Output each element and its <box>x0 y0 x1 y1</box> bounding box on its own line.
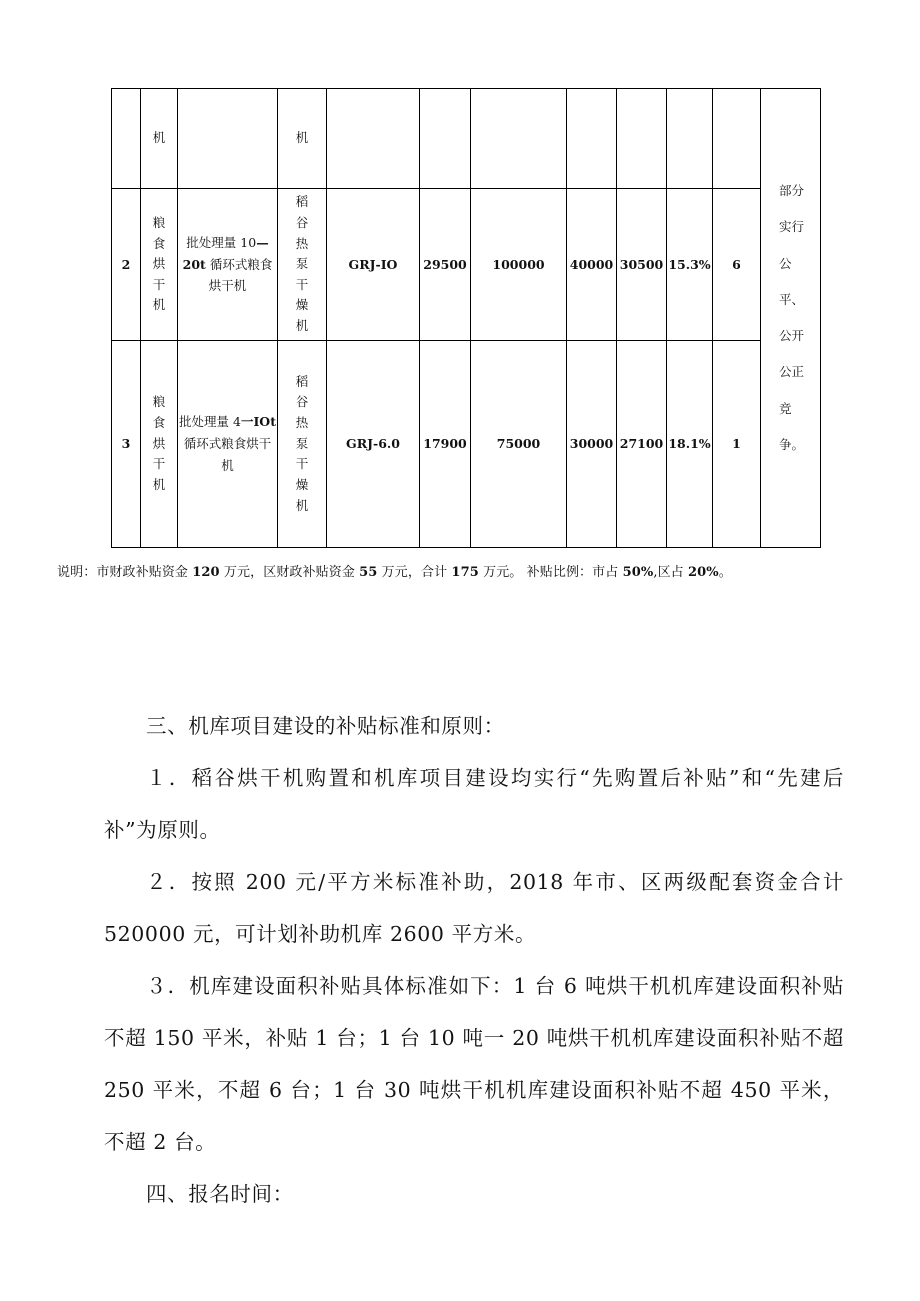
footnote-label: 说明： <box>57 565 97 580</box>
cell-kind <box>278 341 327 548</box>
spec-prefix: 批处理量 10 <box>186 234 257 250</box>
cell-percent: 18.1% <box>667 341 713 548</box>
cell-text: 粮食烘干机 <box>152 394 166 492</box>
section-4-heading: 四、报名时间： <box>146 1182 294 1206</box>
footnote-district-ratio: 20% <box>688 565 719 580</box>
footnote-sep: , <box>653 565 658 580</box>
cell-index: 3 <box>112 341 141 548</box>
cell-text: 机 <box>295 130 309 146</box>
table-row <box>112 189 821 341</box>
cell-percent: 15.3% <box>667 189 713 341</box>
cell-value3: 40000 <box>567 189 617 341</box>
footnote-total-amount: 175 <box>451 565 479 580</box>
cell-qty <box>713 89 761 189</box>
list-item-2: ２．按照 200 元/平方米标准补助，2018 年市、区两级配套资金合计 520000 元，可计划补助机库 2600 平方米。 <box>104 870 844 946</box>
note-body: 实行公平、公开公正竞争。 <box>779 219 805 452</box>
spec-suffix: 循环式粮食烘干机 <box>183 436 272 473</box>
cell-kind <box>278 189 327 341</box>
cell-value1 <box>420 89 471 189</box>
footnote-t3: 万元，合计 <box>377 565 452 580</box>
footnote-t1: 市财政补贴资金 <box>96 565 193 580</box>
footnote-t5: 市占 <box>592 565 623 580</box>
table-footnote <box>57 561 867 580</box>
footnote-t6: 区占 <box>657 565 689 580</box>
cell-value3: 30000 <box>567 341 617 548</box>
cell-kind <box>278 89 327 189</box>
cell-qty: 1 <box>713 341 761 548</box>
cell-value1: 17900 <box>420 341 471 548</box>
cell-percent <box>667 89 713 189</box>
subsidy-table-container <box>111 88 820 548</box>
cell-value4 <box>617 89 667 189</box>
spec-mid: —20t <box>182 234 269 272</box>
cell-spec <box>178 89 278 189</box>
note-fragment: 部分 <box>779 183 805 198</box>
cell-model <box>327 89 420 189</box>
cell-machine-name <box>141 189 178 341</box>
cell-text: 稻谷热泵干燥机 <box>295 194 309 334</box>
spec-suffix: 循环式粮食烘干机 <box>208 256 273 294</box>
footnote-city-amount: 120 <box>192 565 220 580</box>
list-item-3: ３．机库建设面积补贴具体标准如下：1 台 6 吨烘干机机库建设面积补贴不超 150 平米，补贴 1 台；1 台 10 吨一 20 吨烘干机机库建设面积补贴不超 250 平米，不超 6 台；1 台 30 吨烘干机机库建设面积补贴不超 450 平米，不超 2 台。 <box>104 974 844 1154</box>
cell-value4: 27100 <box>617 341 667 548</box>
table-row <box>112 89 821 189</box>
spec-mid: 一IOt <box>240 414 276 430</box>
cell-text: 稻谷热泵干燥机 <box>295 373 309 513</box>
spec-prefix: 批处理量 4 <box>179 414 241 430</box>
footnote-ratio-label: 补贴比例： <box>526 565 593 580</box>
cell-model: GRJ-IO <box>327 189 420 341</box>
cell-text: 粮食烘干机 <box>152 214 166 313</box>
footnote-district-amount: 55 <box>359 565 378 580</box>
cell-value2: 100000 <box>471 189 567 341</box>
cell-spec <box>178 341 278 548</box>
cell-value4: 30500 <box>617 189 667 341</box>
cell-index <box>112 89 141 189</box>
cell-value2 <box>471 89 567 189</box>
cell-index: 2 <box>112 189 141 341</box>
cell-value1: 29500 <box>420 189 471 341</box>
subsidy-table <box>111 88 821 548</box>
section-3-heading: 三、机库项目建设的补贴标准和原则： <box>146 714 505 738</box>
cell-value3 <box>567 89 617 189</box>
cell-spec <box>178 189 278 341</box>
table-row <box>112 341 821 548</box>
cell-value2: 75000 <box>471 341 567 548</box>
list-item-1: １．稻谷烘干机购置和机库项目建设均实行“先购置后补贴”和“先建后补”为原则。 <box>104 766 844 842</box>
footnote-t4: 万元。 <box>478 565 523 580</box>
document-body <box>104 700 844 1220</box>
cell-qty: 6 <box>713 189 761 341</box>
cell-machine-name <box>141 341 178 548</box>
footnote-city-ratio: 50% <box>622 565 654 580</box>
note-text <box>777 173 804 463</box>
cell-text: 机 <box>152 130 166 146</box>
cell-machine-name <box>141 89 178 189</box>
footnote-t2: 万元，区财政补贴资金 <box>219 565 360 580</box>
cell-note-merged <box>761 89 821 548</box>
footnote-end: 。 <box>718 565 732 580</box>
cell-model: GRJ-6.0 <box>327 341 420 548</box>
